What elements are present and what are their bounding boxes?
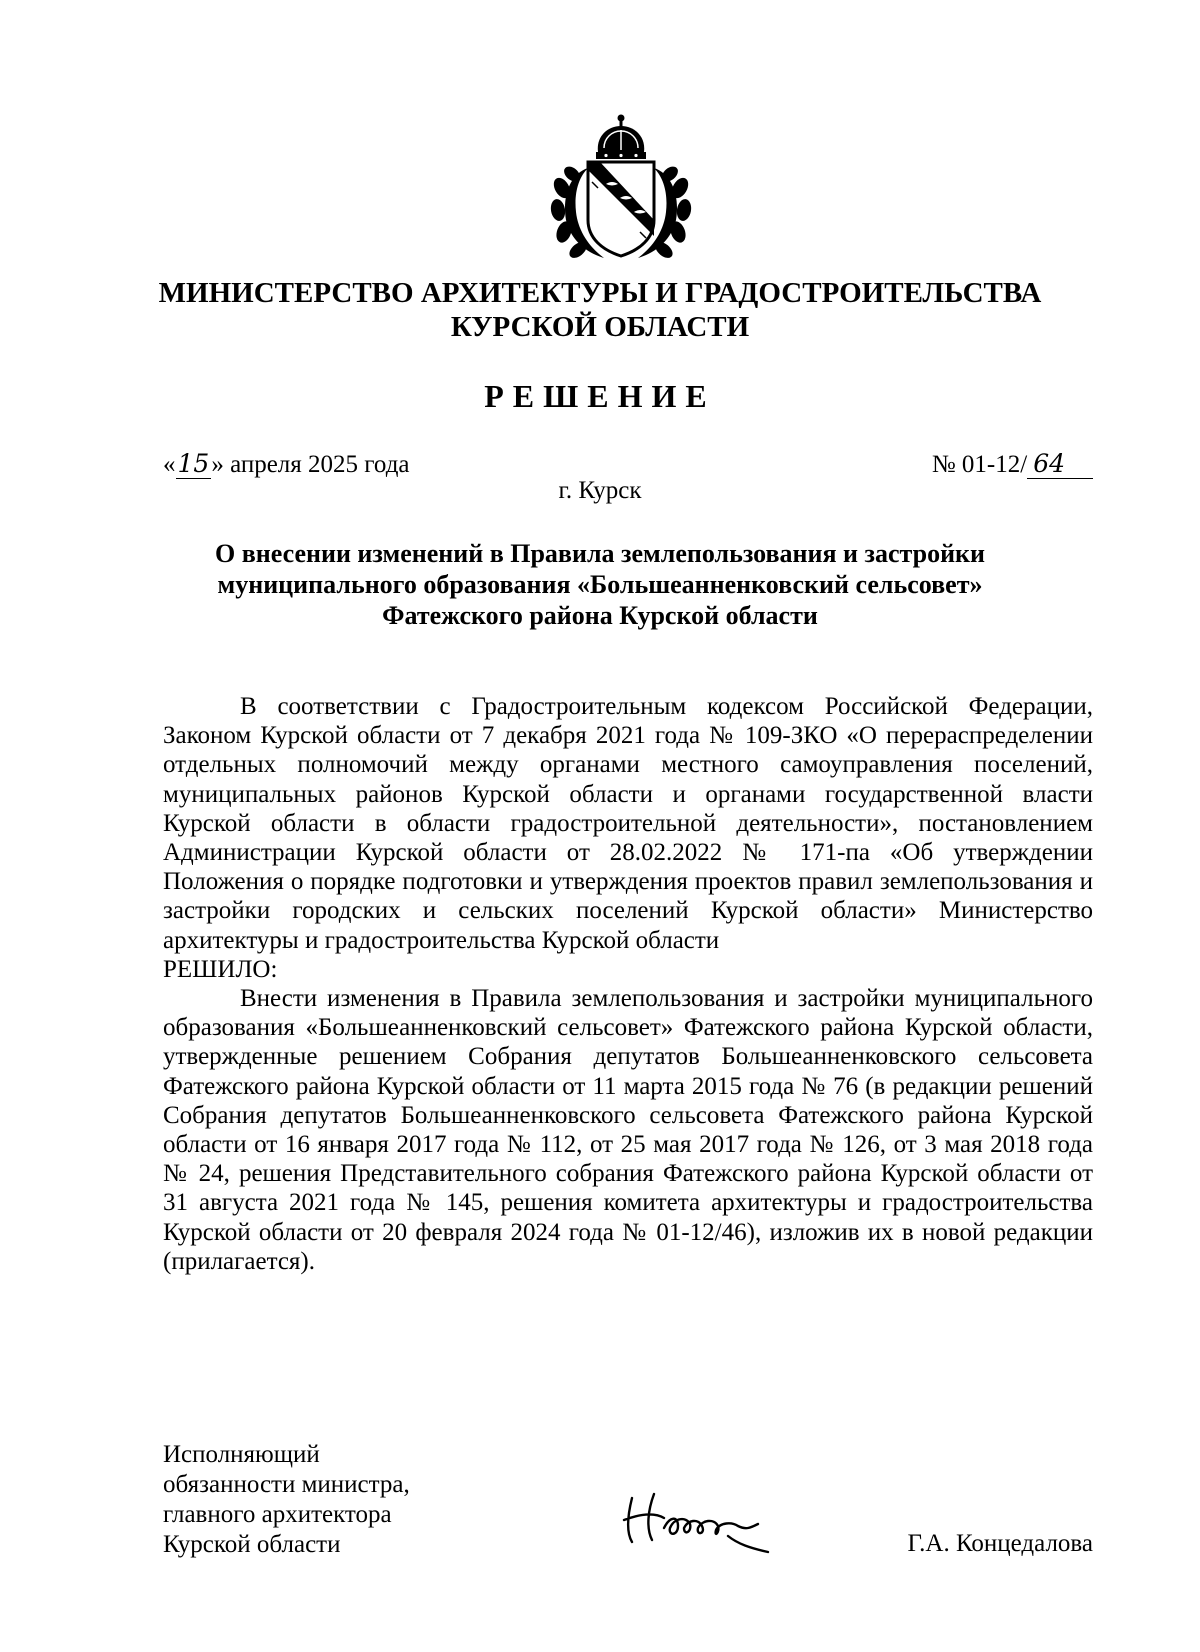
title-line-2: муниципального образования «Большеанненковский сельсовет» — [217, 570, 983, 599]
title-line-1: О внесении изменений в Правила землепользования и застройки — [214, 539, 986, 568]
crown-icon — [596, 115, 646, 160]
document-type: РЕШЕНИЕ — [484, 378, 716, 414]
position-line-1: Исполняющий — [163, 1441, 320, 1468]
document-body — [163, 692, 1093, 1276]
title-line-3: Фатежского района Курской области — [382, 601, 818, 630]
signer-position — [163, 1440, 410, 1560]
handwritten-signature — [618, 1470, 778, 1554]
shield-icon — [588, 162, 654, 256]
position-line-4: Курской области — [163, 1531, 341, 1558]
number-handwritten: 64 — [1027, 449, 1093, 479]
city: г. Курск — [558, 477, 642, 504]
decision-date — [163, 449, 410, 479]
coat-of-arms-emblem — [548, 112, 694, 262]
ministry-line-1: МИНИСТЕРСТВО АРХИТЕКТУРЫ И ГРАДОСТРОИТЕЛЬСТВА — [158, 277, 1042, 309]
position-line-3: главного архитектора — [163, 1501, 392, 1528]
document-title — [150, 538, 1050, 631]
position-line-2: обязанности министра, — [163, 1471, 410, 1498]
number-prefix: № 01-12/ — [931, 451, 1028, 478]
decision-number — [932, 449, 1093, 479]
ministry-line-2: КУРСКОЙ ОБЛАСТИ — [450, 311, 750, 343]
date-month-year: » апреля 2025 года — [211, 451, 410, 478]
date-quote-open: « — [163, 451, 176, 478]
decision-paragraph: Внести изменения в Правила землепользования и застройки муниципального образования «Большеанненковский сельсовет» Фатежского района Курской области, утвержденные решением Собрания депутатов Большеанненковского сельсовета Фатежского района Курской области от 11 марта 2015 года № 76 (в редакции решений Собрания депутатов Большеанненковского сельсовета Фатежского района Курской области от 16 января 2017 года № 112, от 25 мая 2017 года № 126, от 3 мая 2018 года № 24, решения Представительного собрания Фатежского района Курской области от 31 августа 2021 года № 145, решения комитета архитектуры и градостроительства Курской области от 20 февраля 2024 года № 01-12/46), изложив их в новой редакции (прилагается). — [163, 985, 1093, 1275]
signer-name: Г.А. Концедалова — [907, 1530, 1093, 1557]
ministry-name — [100, 276, 1100, 344]
date-day-handwritten: 15 — [177, 449, 210, 478]
preamble-paragraph: В соответствии с Градостроительным кодексом Российской Федерации, Законом Курской области от 7 декабря 2021 года № 109-ЗКО «О перераспределении отдельных полномочий между органами местного самоуправления поселений, муниципальных районов Курской области и органами государственной власти Курской области в области градостроительной деятельности», постановлением Администрации Курской области от 28.02.2022 № 171-па «Об утверждении Положения о порядке подготовки и утверждения проектов правил землепользования и застройки городских и сельских поселений Курской области» Министерство архитектуры и градостроительства Курской области — [163, 693, 1093, 954]
resolved-word: РЕШИЛО: — [163, 955, 278, 983]
